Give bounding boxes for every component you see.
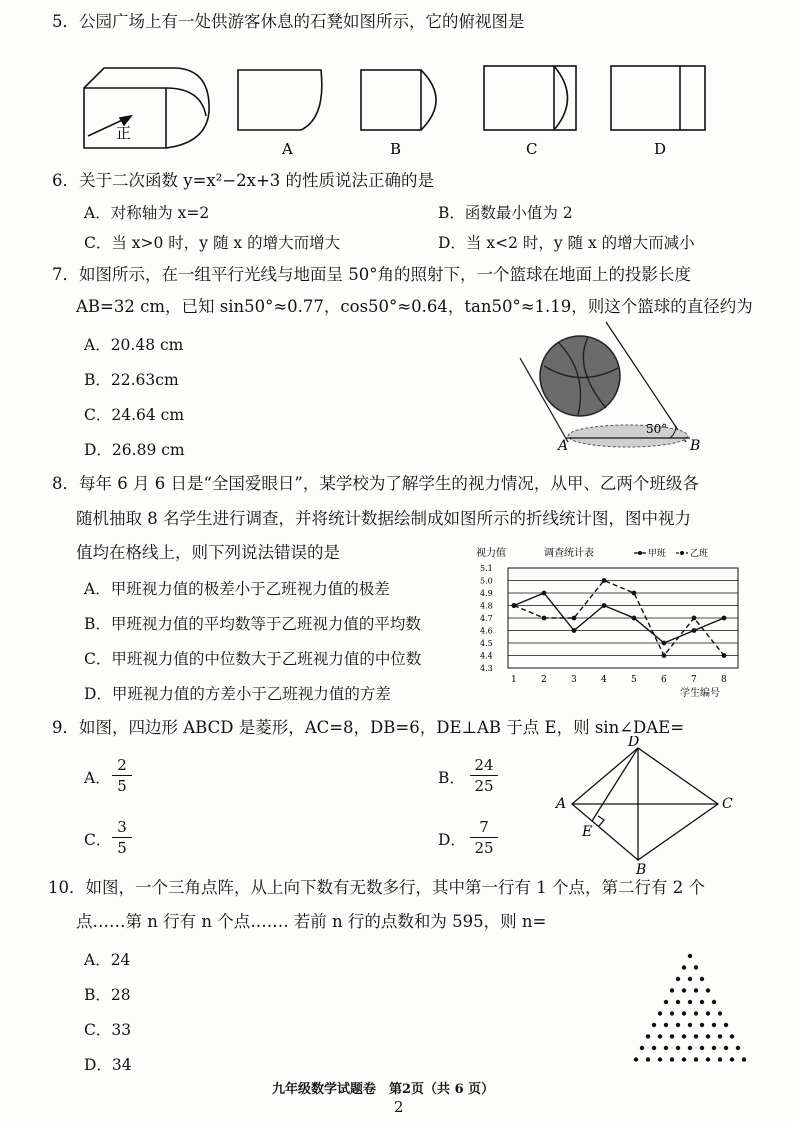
series-2-point bbox=[722, 653, 727, 658]
dot bbox=[694, 1034, 698, 1038]
q9-option-b-numerator: 24 bbox=[474, 756, 494, 774]
series-2-point bbox=[512, 603, 517, 608]
page-number: 2 bbox=[394, 1098, 404, 1116]
series-2-point bbox=[572, 616, 577, 621]
dot bbox=[676, 977, 680, 981]
dot bbox=[688, 977, 692, 981]
q10-option-d: D．34 bbox=[84, 1056, 132, 1074]
q9-option-d-label: D． bbox=[438, 831, 466, 849]
q5-label-d: D bbox=[654, 140, 667, 158]
dot bbox=[658, 1057, 662, 1061]
series-2-point bbox=[602, 578, 607, 583]
dot bbox=[700, 1023, 704, 1027]
series-2-point bbox=[692, 616, 697, 621]
dot bbox=[658, 1034, 662, 1038]
ball-shadow bbox=[568, 425, 688, 447]
x-tick-label: 3 bbox=[571, 675, 577, 685]
q8-option-a: A．甲班视力值的极差小于乙班视力值的极差 bbox=[84, 580, 390, 598]
q10-option-c: C．33 bbox=[84, 1021, 132, 1039]
q10-stem-line1: 10．如图，一个三角点阵，从上向下数有无数多行，其中第一行有 1 个点，第二行有 2 个 bbox=[48, 878, 705, 897]
dot bbox=[682, 1057, 686, 1061]
vertex-a-label: A bbox=[556, 796, 567, 812]
q9-option-a-numerator: 2 bbox=[117, 756, 127, 774]
q6-stem: 6．关于二次函数 y=x²−2x+3 的性质说法正确的是 bbox=[52, 171, 435, 190]
q5-label-c: C bbox=[526, 140, 538, 158]
dot bbox=[670, 1011, 674, 1015]
y-tick-label: 4.7 bbox=[480, 614, 493, 623]
x-tick-label: 5 bbox=[631, 675, 637, 685]
x-tick-label: 4 bbox=[601, 675, 607, 685]
dot bbox=[700, 1000, 704, 1004]
q7-stem-line1: 7．如图所示，在一组平行光线与地面呈 50°角的照射下，一个篮球在地面上的投影长度 bbox=[52, 265, 691, 284]
q5-label-a: A bbox=[282, 140, 293, 158]
dot bbox=[712, 1000, 716, 1004]
y-tick-label: 4.8 bbox=[480, 601, 493, 611]
dot bbox=[652, 1023, 656, 1027]
vertex-b-label: B bbox=[636, 862, 647, 876]
y-tick-label: 4.6 bbox=[480, 626, 493, 636]
q6-option-a: A．对称轴为 x=2 bbox=[84, 204, 210, 222]
y-tick-label: 4.5 bbox=[480, 639, 493, 648]
segment-de bbox=[592, 748, 638, 821]
series-1-point bbox=[722, 616, 727, 621]
dot bbox=[682, 988, 686, 992]
q9-option-c-denominator: 5 bbox=[117, 839, 127, 857]
series-1-point bbox=[602, 603, 607, 608]
x-tick-label: 6 bbox=[661, 675, 667, 685]
dot bbox=[694, 1011, 698, 1015]
q5-option-c-shape bbox=[484, 66, 576, 130]
y-tick-label: 5.0 bbox=[480, 576, 493, 586]
dot bbox=[694, 988, 698, 992]
q7-option-c: C．24.64 cm bbox=[84, 406, 185, 424]
q10-dot-triangle bbox=[610, 950, 770, 1070]
x-tick-label: 7 bbox=[691, 675, 697, 685]
q9-option-a-label: A． bbox=[84, 769, 111, 787]
q5-label-b: B bbox=[390, 140, 402, 158]
q8-option-d: D．甲班视力值的方差小于乙班视力值的方差 bbox=[84, 685, 391, 703]
q6-option-b: B．函数最小值为 2 bbox=[438, 204, 573, 222]
series-1-point bbox=[662, 641, 667, 646]
dot bbox=[688, 1000, 692, 1004]
dot bbox=[718, 1011, 722, 1015]
chart-ylabel: 视力值 bbox=[476, 548, 506, 559]
q8-stem-line3: 值均在格线上，则下列说法错误的是 bbox=[76, 543, 340, 562]
dot bbox=[676, 1046, 680, 1050]
q9-option-b-denominator: 25 bbox=[474, 777, 494, 795]
q8-stem-line1: 8．每年 6 月 6 日是“全国爱眼日”，某学校为了解学生的视力情况，从甲、乙两个班级各 bbox=[52, 474, 699, 493]
legend-series-2: 乙班 bbox=[690, 549, 709, 559]
footer-text: 九年级数学试题卷 第2页（共 6 页） bbox=[272, 1082, 495, 1097]
chart-title: 调查统计表 bbox=[544, 548, 594, 559]
q7-option-b: B．22.63cm bbox=[84, 371, 179, 389]
q5-figure bbox=[76, 48, 756, 164]
point-e-label: E bbox=[582, 824, 593, 840]
q5-option-d-shape bbox=[611, 66, 705, 130]
point-b-label: B bbox=[690, 438, 701, 454]
q8-line-chart bbox=[474, 544, 744, 700]
dot bbox=[706, 988, 710, 992]
q9-option-d-numerator: 7 bbox=[479, 818, 489, 836]
dot bbox=[670, 1034, 674, 1038]
dot bbox=[700, 1046, 704, 1050]
legend-series-1: 甲班 bbox=[648, 549, 667, 559]
dot bbox=[646, 1034, 650, 1038]
q8-option-b: B．甲班视力值的平均数等于乙班视力值的平均数 bbox=[84, 615, 421, 633]
dot bbox=[664, 1023, 668, 1027]
x-tick-label: 8 bbox=[721, 675, 727, 685]
dot bbox=[688, 954, 692, 958]
dot bbox=[742, 1057, 746, 1061]
dot bbox=[664, 1000, 668, 1004]
q9-option-c-label: C． bbox=[84, 831, 112, 849]
q10-option-a: A．24 bbox=[84, 951, 131, 969]
angle-50-label: 50° bbox=[646, 422, 668, 436]
dot bbox=[718, 1034, 722, 1038]
dot bbox=[694, 1057, 698, 1061]
q9-option-b-fraction bbox=[470, 756, 498, 795]
q9-stem: 9．如图，四边形 ABCD 是菱形，AC=8，DB=6，DE⊥AB 于点 E，则 sin∠DAE= bbox=[52, 718, 685, 737]
series-1-point bbox=[632, 616, 637, 621]
dot bbox=[670, 988, 674, 992]
q9-option-d-denominator: 25 bbox=[474, 839, 494, 857]
q9-option-d-fraction bbox=[470, 818, 498, 857]
dot bbox=[724, 1046, 728, 1050]
vertex-d-label: D bbox=[628, 736, 640, 750]
stone-bench-drawing bbox=[84, 68, 209, 148]
y-tick-label: 4.4 bbox=[480, 651, 493, 661]
q8-stem-line2: 随机抽取 8 名学生进行调查，并将统计数据绘制成如图所示的折线统计图，图中视力 bbox=[76, 509, 691, 528]
dot bbox=[712, 1046, 716, 1050]
dot bbox=[718, 1057, 722, 1061]
dot bbox=[706, 1011, 710, 1015]
dot bbox=[682, 965, 686, 969]
dot bbox=[664, 1046, 668, 1050]
dot bbox=[700, 977, 704, 981]
x-tick-label: 2 bbox=[541, 675, 547, 685]
y-tick-label: 5.1 bbox=[480, 564, 493, 573]
q10-option-b: B．28 bbox=[84, 986, 131, 1004]
dot bbox=[670, 1057, 674, 1061]
dot bbox=[688, 1023, 692, 1027]
dot bbox=[682, 1011, 686, 1015]
dot bbox=[736, 1046, 740, 1050]
q9-option-c-fraction bbox=[112, 818, 132, 857]
q9-option-a-denominator: 5 bbox=[117, 777, 127, 795]
series-2-point bbox=[662, 653, 667, 658]
x-tick-label: 1 bbox=[511, 675, 517, 685]
q7-stem-line2: AB=32 cm，已知 sin50°≈0.77，cos50°≈0.64，tan50°≈1.19，则这个篮球的直径约为 bbox=[76, 297, 753, 316]
dot bbox=[730, 1057, 734, 1061]
q9-option-a-fraction bbox=[112, 756, 132, 795]
chart-legend bbox=[634, 547, 708, 559]
dot bbox=[676, 1023, 680, 1027]
q7-option-a: A．20.48 cm bbox=[84, 336, 184, 354]
q6-option-d: D．当 x<2 时，y 随 x 的增大而减小 bbox=[438, 234, 695, 252]
q5-option-a-shape bbox=[238, 70, 322, 130]
dot bbox=[658, 1011, 662, 1015]
q9-rhombus-figure bbox=[552, 736, 742, 876]
point-a-label: A bbox=[558, 438, 569, 454]
q5-front-mark: 正 bbox=[116, 124, 132, 142]
dot bbox=[694, 965, 698, 969]
dot bbox=[634, 1057, 638, 1061]
dot bbox=[706, 1034, 710, 1038]
dot bbox=[724, 1023, 728, 1027]
q10-stem-line2: 点……第 n 行有 n 个点……. 若前 n 行的点数和为 595，则 n= bbox=[76, 912, 547, 931]
dot bbox=[706, 1057, 710, 1061]
series-1-point bbox=[692, 628, 697, 633]
y-tick-label: 4.3 bbox=[480, 664, 493, 673]
q8-option-c: C．甲班视力值的中位数大于乙班视力值的中位数 bbox=[84, 650, 422, 668]
dot bbox=[646, 1057, 650, 1061]
q7-option-d: D．26.89 cm bbox=[84, 441, 185, 459]
series-2-point bbox=[632, 591, 637, 596]
dot bbox=[730, 1034, 734, 1038]
q9-option-c-numerator: 3 bbox=[117, 818, 127, 836]
dot bbox=[652, 1046, 656, 1050]
dot bbox=[682, 1034, 686, 1038]
q5-stem: 5．公园广场上有一处供游客休息的石凳如图所示，它的俯视图是 bbox=[52, 12, 525, 31]
series-1-point bbox=[572, 628, 577, 633]
y-tick-label: 4.9 bbox=[480, 589, 493, 598]
chart-xlabel: 学生编号 bbox=[680, 688, 720, 699]
vertex-c-label: C bbox=[722, 796, 733, 812]
dot bbox=[640, 1046, 644, 1050]
dot bbox=[688, 1046, 692, 1050]
q9-option-b-label: B． bbox=[438, 769, 465, 787]
q5-option-b-shape bbox=[361, 70, 436, 130]
q7-basketball-figure bbox=[518, 318, 718, 458]
dot bbox=[676, 1000, 680, 1004]
q6-option-c: C．当 x>0 时，y 随 x 的增大而增大 bbox=[84, 234, 341, 252]
series-1-point bbox=[542, 591, 547, 596]
series-2-point bbox=[542, 616, 547, 621]
dot bbox=[712, 1023, 716, 1027]
